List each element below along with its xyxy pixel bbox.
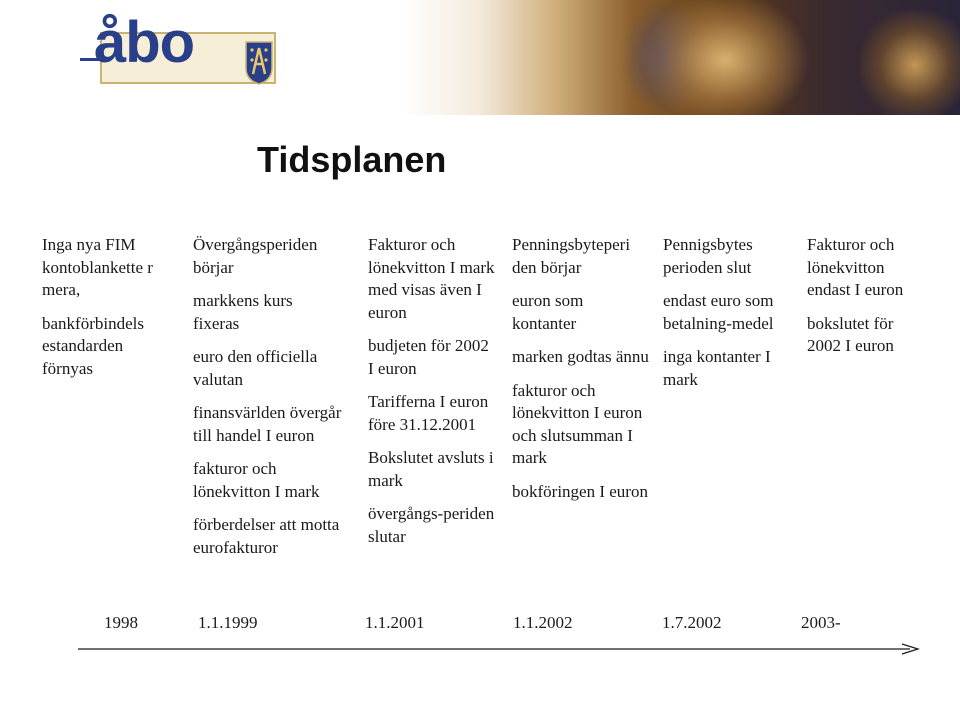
column-text: Pennigsbytes perioden slut (663, 235, 753, 277)
column-text: Tarifferna I euron före 31.12.2001 (368, 392, 489, 434)
timeline-column-1998 (42, 234, 160, 391)
column-text: Övergångsperiden börjar (193, 235, 318, 277)
column-text: Fakturor och lönekvitton I mark med visas även I euron (368, 235, 495, 322)
page-title: Tidsplanen (257, 139, 447, 180)
column-text: förberdelser att motta eurofakturor (193, 515, 340, 557)
column-text: inga kontanter I mark (663, 347, 771, 389)
column-text: euro den officiella valutan (193, 347, 318, 389)
column-text: endast euro som betalning-medel (663, 291, 774, 333)
timeline-year-label: 1.1.1999 (198, 613, 258, 632)
timeline-column-2002-jul (663, 234, 781, 402)
timeline-year-label: 2003- (801, 613, 841, 632)
timeline-year-label: 1998 (104, 613, 138, 632)
column-text: markkens kurs fixeras (193, 291, 293, 333)
timeline-year-label: 1.1.2001 (365, 613, 425, 632)
banner-decoration (640, 0, 810, 115)
timeline-column-2001 (368, 234, 496, 559)
timeline-year-label: 1.7.2002 (662, 613, 722, 632)
column-text: fakturor och lönekvitton I euron och slutsumman I mark (512, 380, 643, 467)
column-text: Bokslutet avsluts i mark (368, 448, 494, 490)
timeline-year-label: 1.1.2002 (513, 613, 573, 632)
coat-of-arms-icon (244, 40, 274, 86)
header-banner (0, 0, 960, 115)
timeline-column-2002-jan (512, 234, 650, 514)
column-text: marken godtas ännu (512, 347, 649, 366)
column-text: bokslutet för 2002 I euron (807, 313, 894, 355)
banner-decoration (860, 10, 960, 115)
column-text: bokföringen I euron (512, 481, 648, 501)
column-text: fakturor och lönekvitton I mark (193, 459, 320, 501)
column-text: bankförbindels estandarden förnyas (42, 313, 144, 378)
column-text: euron som kontanter (512, 291, 584, 333)
column-text: finansvärlden övergår till handel I euron (193, 403, 342, 445)
column-text: Fakturor och lönekvitton endast I euron (807, 235, 904, 299)
column-text: övergångs-periden slutar (368, 504, 495, 546)
timeline-column-2003 (807, 234, 917, 369)
timeline-column-1999 (193, 234, 343, 570)
logo-text: åbo (94, 10, 195, 75)
column-text: budjeten för 2002 I euron (368, 336, 489, 378)
timeline-arrow (78, 642, 920, 656)
column-text: Penningsbyteperi den börjar (512, 235, 631, 277)
column-text: Inga nya FIM kontoblankette r mera, (42, 235, 153, 299)
